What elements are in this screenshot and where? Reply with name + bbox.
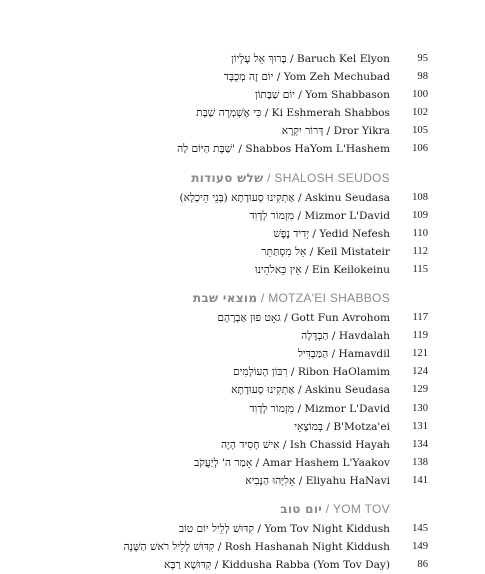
toc-entry[interactable]: בְּמוֹצָאֵי / B'Motza'ei 131 — [55, 418, 428, 436]
section-heading-hebrew: מוצאי שבת — [192, 291, 258, 306]
toc-section-shalosh-seudos — [55, 189, 428, 279]
hebrew-title: הַמַּבְדִּיל — [297, 348, 329, 361]
page-number: 102 — [412, 107, 428, 119]
english-title: B'Motza'ei — [333, 420, 390, 433]
toc-section-motzaei-shabbos — [55, 309, 428, 490]
toc-entry[interactable]: אַתְקִינוּ סְעוּדָתָא (בְּנֵי הֵיכְלָא) / Askinu Seudasa 108 — [55, 189, 428, 207]
hebrew-title: שַׁבָּת הַיּוֹם לַה' — [177, 143, 236, 156]
english-title: Yom Zeh Mechubad — [283, 71, 390, 84]
page-number: 141 — [412, 474, 428, 486]
page-number: 100 — [412, 89, 428, 101]
page-number: 108 — [412, 191, 428, 203]
hebrew-title: דְּרוֹר יִקְרָא — [281, 125, 324, 138]
english-title: Kiddusha Rabba (Yom Tov Day) — [221, 559, 390, 572]
english-title: Askinu Seudasa — [304, 384, 390, 397]
english-title: Ribon HaOlamim — [297, 366, 390, 379]
toc-entry[interactable]: דְּרוֹר יִקְרָא / Dror Yikra 105 — [55, 122, 428, 140]
english-title: Dror Yikra — [333, 125, 390, 138]
hebrew-title: אֵלִיָּהוּ הַנָּבִיא — [245, 474, 296, 487]
page-number: 117 — [412, 312, 428, 324]
english-title: Eliyahu HaNavi — [305, 474, 390, 487]
section-heading-hebrew: שלש סעודות — [191, 170, 264, 185]
toc-entry[interactable]: כִּי אֶשְׁמְרָה שַׁבָּת / Ki Eshmerah Shabbos 102 — [55, 104, 428, 122]
english-title: Amar Hashem L'Yaakov — [262, 456, 390, 469]
section-heading-yom-tov: יום טוב / YOM TOV — [280, 501, 390, 516]
hebrew-title: בָּרוּךְ אֵל עֶלְיוֹן — [231, 53, 287, 65]
page-number: 121 — [412, 348, 428, 360]
page-number: 138 — [412, 456, 428, 468]
toc-entry[interactable]: קִדּוּשָׁא רַבָּא / Kiddusha Rabba (Yom Tov Day) 86 — [55, 556, 428, 574]
page-number: 106 — [412, 143, 428, 155]
toc-section-shabbos-day — [55, 50, 428, 159]
toc-entry[interactable]: בָּרוּךְ אֵל עֶלְיוֹן / Baruch Kel Elyon 95 — [55, 50, 428, 68]
english-title: Askinu Seudasa — [304, 191, 390, 204]
page-number: 131 — [412, 420, 428, 432]
page-number: 105 — [412, 125, 428, 137]
hebrew-title: מִזְמוֹר לְדָוִד — [249, 209, 295, 222]
table-of-contents — [55, 50, 428, 574]
hebrew-title: אַתְקִינוּ סְעוּדָתָא — [231, 384, 295, 397]
english-title: Mizmor L'David — [304, 402, 390, 415]
toc-entry[interactable]: גאָט פוּן אַבְרָהָם / Gott Fun Avrohom 117 — [55, 309, 428, 327]
english-title: Ish Chassid Hayah — [289, 438, 390, 451]
section-heading-english: MOTZA'EI SHABBOS — [268, 291, 390, 306]
hebrew-title: הַבְדָּלָה — [301, 330, 329, 343]
toc-entry[interactable]: יוֹם שַׁבָּתוֹן / Yom Shabbason 100 — [55, 86, 428, 104]
toc-section-yom-tov — [55, 520, 428, 574]
english-title: Shabbos HaYom L'Hashem — [245, 143, 390, 156]
page-number: 145 — [412, 522, 428, 534]
page-number: 119 — [412, 330, 428, 342]
english-title: Rosh Hashanah Night Kiddush — [224, 541, 390, 554]
toc-entry[interactable]: שַׁבָּת הַיּוֹם לַה' / Shabbos HaYom L'Hashem 106 — [55, 140, 428, 158]
hebrew-title: גאָט פוּן אַבְרָהָם — [217, 312, 281, 325]
english-title: Keil Mistateir — [316, 245, 390, 258]
hebrew-title: יוֹם זֶה מְכֻבָּד — [223, 71, 274, 84]
section-heading-shalosh-seudos: שלש סעודות / SHALOSH SEUDOS — [191, 170, 390, 185]
hebrew-title: קִדּוּשׁ לְלֵיל יוֹם טוֹב — [178, 522, 255, 535]
english-title: Baruch Kel Elyon — [296, 53, 390, 65]
page-number: 112 — [412, 245, 428, 257]
toc-entry[interactable]: אֵלִיָּהוּ הַנָּבִיא / Eliyahu HaNavi 141 — [55, 472, 428, 490]
english-title: Gott Fun Avrohom — [291, 312, 390, 325]
page-number: 110 — [412, 227, 428, 239]
hebrew-title: יוֹם שַׁבָּתוֹן — [254, 89, 295, 102]
page-number: 134 — [412, 438, 428, 450]
page-number: 115 — [412, 263, 428, 275]
hebrew-title: רִבּוֹן הָעוֹלָמִים — [233, 366, 288, 379]
english-title: Mizmor L'David — [304, 209, 390, 222]
page-number: 130 — [412, 402, 428, 414]
page-number: 86 — [417, 559, 428, 571]
hebrew-title: אִישׁ חָסִיד הָיָה — [221, 438, 280, 451]
english-title: Havdalah — [338, 330, 390, 343]
english-title: Ki Eshmerah Shabbos — [271, 107, 390, 120]
toc-entry[interactable]: מִזְמוֹר לְדָוִד / Mizmor L'David 109 — [55, 207, 428, 225]
hebrew-title: קִדּוּשׁ לְלֵיל רֹאשׁ הַשָּׁנָה — [123, 541, 215, 554]
hebrew-title: מִזְמוֹר לְדָוִד — [249, 402, 295, 415]
english-title: Yom Shabbason — [305, 89, 390, 102]
toc-entry[interactable]: הַמַּבְדִּיל / Hamavdil 121 — [55, 345, 428, 363]
hebrew-title: אֵל מִסְתַּתֵּר — [261, 245, 307, 258]
page-number: 109 — [412, 209, 428, 221]
toc-entry[interactable]: אֵל מִסְתַּתֵּר / Keil Mistateir 112 — [55, 243, 428, 261]
hebrew-title: קִדּוּשָׁא רַבָּא — [164, 559, 212, 572]
page-number: 149 — [412, 541, 428, 553]
toc-entry[interactable]: רִבּוֹן הָעוֹלָמִים / Ribon HaOlamim 124 — [55, 363, 428, 381]
section-heading-motzaei-shabbos: מוצאי שבת / MOTZA'EI SHABBOS — [192, 291, 390, 306]
toc-entry[interactable]: קִדּוּשׁ לְלֵיל רֹאשׁ הַשָּׁנָה / Rosh Hashanah Night Kiddush 149 — [55, 538, 428, 556]
page-number: 98 — [417, 71, 428, 83]
english-title: Yedid Nefesh — [319, 227, 390, 240]
english-title: Yom Tov Night Kiddush — [264, 522, 390, 535]
hebrew-title: בְּמוֹצָאֵי — [294, 420, 324, 433]
english-title: Ein Keilokeinu — [311, 263, 390, 276]
section-heading-english: YOM TOV — [332, 501, 390, 516]
toc-entry[interactable]: אֵין כֵּאלֹהֵינוּ / Ein Keilokeinu 115 — [55, 261, 428, 279]
hebrew-title: יְדִיד נֶפֶשׁ — [273, 227, 310, 240]
toc-entry[interactable]: הַבְדָּלָה / Havdalah 119 — [55, 327, 428, 345]
toc-entry[interactable]: אִישׁ חָסִיד הָיָה / Ish Chassid Hayah 134 — [55, 436, 428, 454]
section-heading-english: SHALOSH SEUDOS — [274, 170, 390, 185]
toc-entry[interactable]: מִזְמוֹר לְדָוִד / Mizmor L'David 130 — [55, 400, 428, 418]
toc-entry[interactable]: אָמַר ה' לְיַעֲקֹב / Amar Hashem L'Yaakov 138 — [55, 454, 428, 472]
hebrew-title: אֵין כֵּאלֹהֵינוּ — [254, 263, 302, 276]
page-number: 129 — [412, 384, 428, 396]
english-title: Hamavdil — [338, 348, 390, 361]
hebrew-title: כִּי אֶשְׁמְרָה שַׁבָּת — [196, 107, 262, 120]
hebrew-title: אָמַר ה' לְיַעֲקֹב — [194, 456, 253, 469]
toc-entry[interactable]: אַתְקִינוּ סְעוּדָתָא / Askinu Seudasa 129 — [55, 381, 428, 399]
toc-entry[interactable]: יְדִיד נֶפֶשׁ / Yedid Nefesh 110 — [55, 225, 428, 243]
toc-entry[interactable]: קִדּוּשׁ לְלֵיל יוֹם טוֹב / Yom Tov Night Kiddush 145 — [55, 520, 428, 538]
hebrew-title: אַתְקִינוּ סְעוּדָתָא (בְּנֵי הֵיכְלָא) — [179, 191, 295, 204]
page-number: 95 — [417, 53, 428, 64]
toc-entry[interactable]: יוֹם זֶה מְכֻבָּד / Yom Zeh Mechubad 98 — [55, 68, 428, 86]
section-heading-hebrew: יום טוב — [280, 501, 323, 516]
page-number: 124 — [412, 366, 428, 378]
